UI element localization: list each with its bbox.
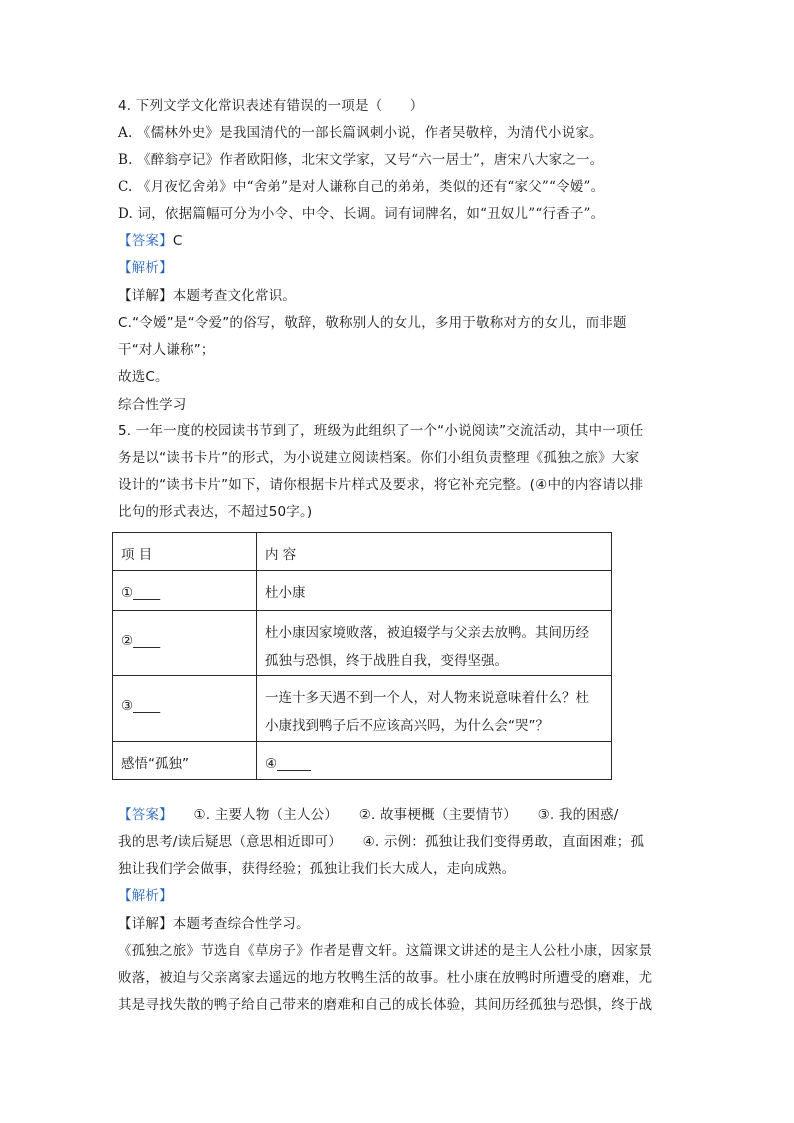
answer-value: C (172, 233, 183, 249)
row-item: ③____ (113, 676, 257, 742)
q4-option-c: C. 《月夜忆舍弟》中“舍弟”是对人谦称自己的弟弟，类似的还有“家父”“令嫒”。 (118, 179, 605, 195)
q4-conclusion: 故选C。 (118, 369, 169, 385)
q5-answer-line-3: 独让我们学会做事，获得经验；孤独让我们长大成人，走向成熟。 (118, 861, 516, 877)
row-item: ②____ (113, 611, 257, 676)
q5-explain-line-1: 《孤独之旅》节选自《草房子》作者是曹文轩。这篇课文讲述的是主人公杜小康，因家景 (118, 943, 653, 959)
q5-stem-line-3: 设计的“读书卡片”如下，请你根据卡片样式及要求，将它补充完整。(④中的内容请以排 (118, 477, 644, 493)
table-row (113, 611, 612, 676)
q5-analysis-tag: 【解析】 (118, 888, 173, 904)
q4-option-a: A. 《儒林外史》是我国清代的一部长篇讽刺小说，作者吴敬梓，为清代小说家。 (118, 125, 603, 141)
q4-option-d: D. 词，依据篇幅可分为小令、中令、长调。词有词牌名，如“丑奴儿”“行香子”。 (118, 206, 605, 222)
section-title: 综合性学习 (118, 397, 187, 413)
q4-explain-line-1: C.“令嫒”是“令爱”的俗写，敬辞，敬称别人的女儿，多用于敬称对方的女儿，而非题 (118, 315, 627, 331)
row-content-line: 杜小康因家境败落，被迫辍学与父亲去放鸭。其间历经 (265, 625, 589, 641)
row-content: ④_____ (257, 742, 612, 780)
table-header-item: 项 目 (113, 533, 257, 571)
table-row (113, 571, 612, 611)
answer-text: ①. 主要人物（主人公） ②. 故事梗概（主要情节） ③. 我的困惑/ (166, 807, 619, 823)
q4-explain-line-2: 干“对人谦称”； (118, 342, 215, 358)
q4-analysis-tag: 【解析】 (118, 260, 173, 276)
row-content-line: 小康找到鸭子后不应该高兴吗，为什么会“哭”？ (265, 718, 549, 734)
q4-detail: 【详解】本题考查文化常识。 (118, 288, 297, 304)
row-item: 感悟“孤独” (113, 742, 257, 780)
q5-stem-line-2: 务是以“读书卡片”的形式，为小说建立阅读档案。你们小组负责整理《孤独之旅》大家 (118, 450, 640, 466)
table-header-content: 内 容 (257, 533, 612, 571)
q4-answer-line (118, 231, 182, 251)
reading-card-table (112, 532, 612, 780)
q5-detail: 【详解】本题考查综合性学习。 (118, 916, 310, 932)
q5-stem-line-1: 5. 一年一度的校园读书节到了，班级为此组织了一个“小说阅读”交流活动，其中一项任 (118, 423, 644, 439)
row-content (257, 611, 612, 676)
answer-tag: 【答案】 (118, 807, 167, 823)
q5-explain-line-2: 败落，被迫与父亲离家去遥远的地方牧鸭生活的故事。杜小康在放鸭时所遭受的磨难，尤 (118, 970, 653, 986)
row-content (257, 676, 612, 742)
row-content-line: 孤独与恐惧，终于战胜自我，变得坚强。 (265, 653, 508, 669)
table-header-row (113, 533, 612, 571)
q5-stem-line-4: 比句的形式表达，不超过50字。) (118, 504, 313, 520)
q4-option-b: B. 《醉翁亭记》作者欧阳修，北宋文学家，又号“六一居士”，唐宋八大家之一。 (118, 152, 604, 168)
row-content: 杜小康 (257, 571, 612, 611)
table-row (113, 676, 612, 742)
row-content-line: 一连十多天遇不到一个人，对人物来说意味着什么？杜 (265, 690, 589, 706)
row-item: ①____ (113, 571, 257, 611)
q5-answer-line-2: 我的思考/读后疑思（意思相近即可） ④. 示例：孤独让我们变得勇敢，直面困难；孤 (118, 834, 645, 850)
q5-explain-line-3: 其是寻找失散的鸭子给自己带来的磨难和自己的成长体验，其间历经孤独与恐惧，终于战 (118, 997, 653, 1013)
q5-answer-line-1 (118, 805, 618, 825)
q4-stem: 4. 下列文学文化常识表述有错误的一项是（ ） (118, 98, 424, 114)
table-row (113, 742, 612, 780)
answer-tag: 【答案】 (118, 233, 173, 249)
